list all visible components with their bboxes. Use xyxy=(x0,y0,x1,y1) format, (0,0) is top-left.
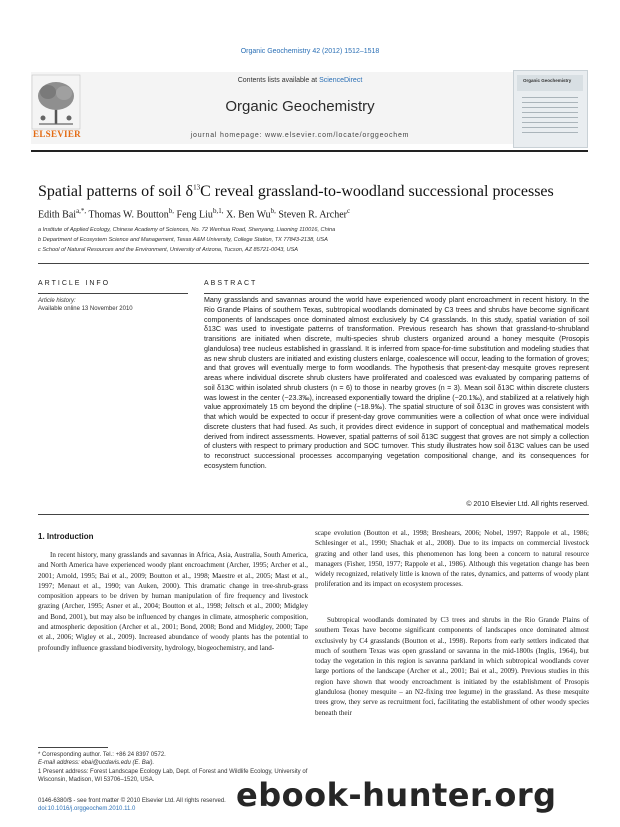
intro-paragraph-left: In recent history, many grasslands and savannas in Africa, Asia, Australia, South America, and North America have experienced woody plant encroachment (Archer, 1995; Archer et al., 2001; Arnold, 1995; Bai et al., 2009; Boutton et al., 1998; Maestre et al., 2005; Mast et al., 1997; Menaut et al., 1990; van Auken, 2000). This dramatic change in tree-shrub-grass composition appears to be driven by human manipulation of fire frequency and livestock grazing (Archer, 1995; Asner et al., 2004; Boutton et al., 1998; Jeltsch et al., 2000; Midgley and Bond, 2001), but may also be influenced by changes in climate, atmospheric composition, and atmospheric deposition (Archer et al., 2001; Bond, 2008; Bond and Midgley, 2000; Tape et al., 2006; Wigley et al., 2009). Increased abundance of woody plants has the potential to profoundly influence grassland biodiversity, hydrology, biogeochemistry, and land- xyxy=(38,551,308,652)
journal-cover-thumbnail xyxy=(513,70,588,148)
journal-name: Organic Geochemistry xyxy=(225,98,375,115)
doi-link[interactable]: doi:10.1016/j.orggeochem.2010.11.0 xyxy=(38,806,136,812)
author[interactable]: Steven R. Archer xyxy=(278,209,347,221)
history-label: Article history: xyxy=(38,298,76,304)
affiliation: b Department of Ecosystem Science and Management, Texas A&M University, College Station, TX 77843-2138, USA xyxy=(38,237,328,243)
watermark: ebook-hunter.org xyxy=(236,776,557,814)
contents-prefix: Contents lists available at xyxy=(237,77,318,84)
cover-title: Organic Geochemistry xyxy=(523,78,572,83)
section-heading: 1. Introduction xyxy=(38,532,94,541)
abstract-heading: ABSTRACT xyxy=(204,280,258,287)
article-info-heading: ARTICLE INFO xyxy=(38,280,111,287)
author[interactable]: X. Ben Wu xyxy=(225,209,271,221)
divider xyxy=(38,514,589,515)
issn-line: 0146-6380/$ - see front matter © 2010 Elsevier Ltd. All rights reserved. xyxy=(38,798,226,804)
footnote-present-address: 1 Present address: Forest Landscape Ecology Lab, Dept. of Forest and Wildlife Ecology, University of Wisconsin, Madison, WI 53706–1520, USA. xyxy=(38,769,308,783)
journal-homepage[interactable]: journal homepage: www.elsevier.com/locate/orggeochem xyxy=(190,132,410,139)
divider xyxy=(38,263,589,264)
running-head: Organic Geochemistry 42 (2012) 1512–1518 xyxy=(240,48,380,55)
author[interactable]: Thomas W. Boutton xyxy=(88,209,169,221)
divider xyxy=(38,293,188,294)
affiliation: c School of Natural Resources and the Environment, University of Arizona, Tucson, AZ 85721-0043, USA xyxy=(38,247,299,253)
copyright: © 2010 Elsevier Ltd. All rights reserved. xyxy=(466,501,589,508)
divider xyxy=(204,293,589,294)
footnote-email[interactable]: E-mail address: ebai@ucdavis.edu (E. Bai). xyxy=(38,760,155,766)
sciencedirect-link[interactable]: ScienceDirect xyxy=(319,77,363,84)
article-title: Spatial patterns of soil $\delta^{13}C$ reveal grassland-to-woodland successional processes xyxy=(38,183,554,200)
author[interactable]: Edith Bai xyxy=(38,209,77,221)
intro-paragraph-right-2: Subtropical woodlands dominated by C3 trees and shrubs in the Rio Grande Plains of southern Texas have become significant components of landscapes once dominated almost exclusively by C4 grasslands (Boutton et al., 1998). Reports from early settlers indicated that much of southern Texas was open grassland or savanna in the mid-1800s (Inglis, 1964), but today the vegetation in this region is savanna parkland in which subtropical woodlands cover large portions of the landscape (Archer et al., 2001; Bai et al., 2009). Previous studies in this region have shown that woody encroachment is initiated by the establishment of Prosopis glandulosa (honey mesquite – an N2-fixing tree legume) in the grassland. As these mesquite trees grow, they serve as recruitment foci, facilitating the establishment of other woody species beneath their xyxy=(315,616,589,717)
footnote-corresponding: * Corresponding author. Tel.: +86 24 8397 0572. xyxy=(38,752,166,758)
footnote-rule xyxy=(38,747,108,748)
contents-line xyxy=(90,77,510,84)
publisher-logo-text: ELSEVIER xyxy=(33,129,81,139)
author-list: Edith Bai$^{a,*,}$ Thomas W. Boutton$^{b,}$ Feng Liu$^{b,1,}$ X. Ben $Wu^{b,}$ Steven R. Archer$^c$ xyxy=(38,207,351,221)
abstract-text: Many grasslands and savannas around the world have experienced woody plant encroachment in recent history. In the Rio Grande Plains of southern Texas, subtropical woodlands dominated by C3 trees and shrubs have become significant components of landscapes once dominated almost exclusively by C4 grasslands. In this study, spatial variation of soil δ13C was used to investigate patterns of transformation. Previous research has shown that grassland-to-shrubland transitions are initiated when discrete, multi-species shrub clusters organized around a honey mesquite (Prosopis glandulosa) tree nucleus established in grassland. It is inferred from space-for-time substitution and modeling studies that as new shrub clusters are initiated and existing clusters enlarge, coalescence will occur, leading to the formation of groves; and that groves will eventually merge to form woodlands. The hypothesis that present-day mesquite groves represent areas where individual discrete shrub clusters have proliferated and coalesced was evaluated by comparing patterns of soil δ13C within isolated shrub clusters (n = 6) to those in nearby groves (n = 3). Mean soil δ13C within discrete clusters was lowest in the center (−23.3‰), increased exponentially toward the dripline (−20.1‰), and stabilized at a relatively high value approximately 15 cm beyond the dripline (−18.9‰). The spatial structure of soil δ13C in groves was consistent with that which would be expected to occur if present-day grove communities were a collection of what once were individual discrete clusters that had fused. As such, it provides direct evidence in support of conceptual and mathematical models derived from indirect assessments. However, spatial patterns of soil δ13C suggest that groves are not simply a collection of clusters with respect to primary production and SOC turnover. This study illustrates how soil δ13C values can be used to reconstruct successional processes accompanying vegetation compositional change, and its consequences for ecosystem function. xyxy=(204,296,589,470)
intro-paragraph-right-1: scape evolution (Boutton et al., 1998; Breshears, 2006; Nobel, 1997; Rappole et al., 1986; Schlesinger et al., 1990; Shachak et al., 2008). Due to its impacts on commercial livestock grazing and other land uses, this phenomenon has long been a concern to natural resource managers (Fisher, 1950, 1977; Rappole et al., 1986). Although this vegetation change has been widely recognized, relatively little is known of the rates, dynamics, and patterns of woody plant proliferation and its impact on ecosystem processes. xyxy=(315,529,589,589)
history-value: Available online 13 November 2010 xyxy=(38,306,133,312)
author[interactable]: Feng Liu xyxy=(176,209,213,221)
affiliation: a Institute of Applied Ecology, Chinese Academy of Sciences, No. 72 Wenhua Road, Shenyang, Liaoning 110016, China xyxy=(38,227,336,233)
header-rule xyxy=(31,150,588,152)
